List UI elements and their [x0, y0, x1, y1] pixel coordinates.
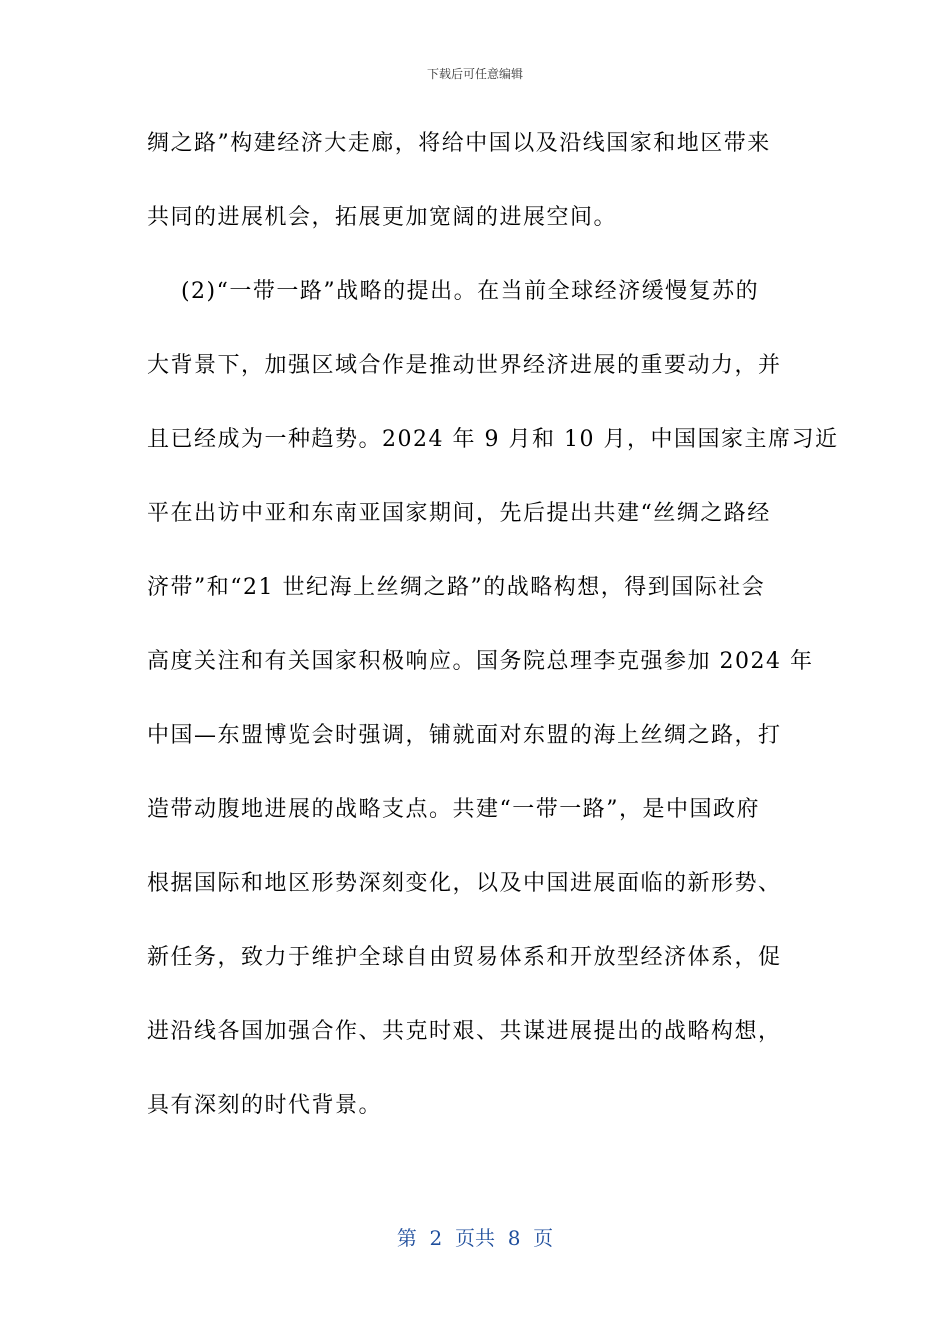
- document-body: [147, 122, 839, 1158]
- text-line: 造带动腹地进展的战略支点。共建“一带一路”，是中国政府: [147, 797, 760, 822]
- text-line: 具有深刻的时代背景。: [147, 1093, 383, 1118]
- text-line: 新任务，致力于维护全球自由贸易体系和开放型经济体系，促: [147, 945, 782, 970]
- text-line: 中国—东盟博览会时强调，铺就面对东盟的海上丝绸之路，打: [147, 723, 782, 748]
- text-line: 绸之路”构建经济大走廊，将给中国以及沿线国家和地区带来: [147, 131, 771, 156]
- text-line: 平在出访中亚和东南亚国家期间，先后提出共建“丝绸之路经: [147, 501, 771, 526]
- text-line: 根据国际和地区形势深刻变化，以及中国进展面临的新形势、: [147, 871, 782, 896]
- text-line: 济带”和“21 世纪海上丝绸之路”的战略构想，得到国际社会: [147, 575, 766, 600]
- text-line: 大背景下，加强区域合作是推动世界经济进展的重要动力，并: [147, 353, 782, 378]
- page-header: 下载后可任意编辑: [426, 67, 523, 81]
- text-line: 高度关注和有关国家积极响应。国务院总理李克强参加 2024 年: [147, 649, 814, 674]
- text-line: 且已经成为一种趋势。2024 年 9 月和 10 月，中国国家主席习近: [147, 427, 839, 452]
- text-line: 共同的进展机会，拓展更加宽阔的进展空间。: [147, 205, 618, 230]
- page-number-footer: 第 2 页共 8 页: [396, 1226, 554, 1250]
- paragraph-first-line: (2)“一带一路”战略的提出。在当前全球经济缓慢复苏的: [147, 279, 760, 304]
- text-line: 进沿线各国加强合作、共克时艰、共谋进展提出的战略构想，: [147, 1019, 782, 1044]
